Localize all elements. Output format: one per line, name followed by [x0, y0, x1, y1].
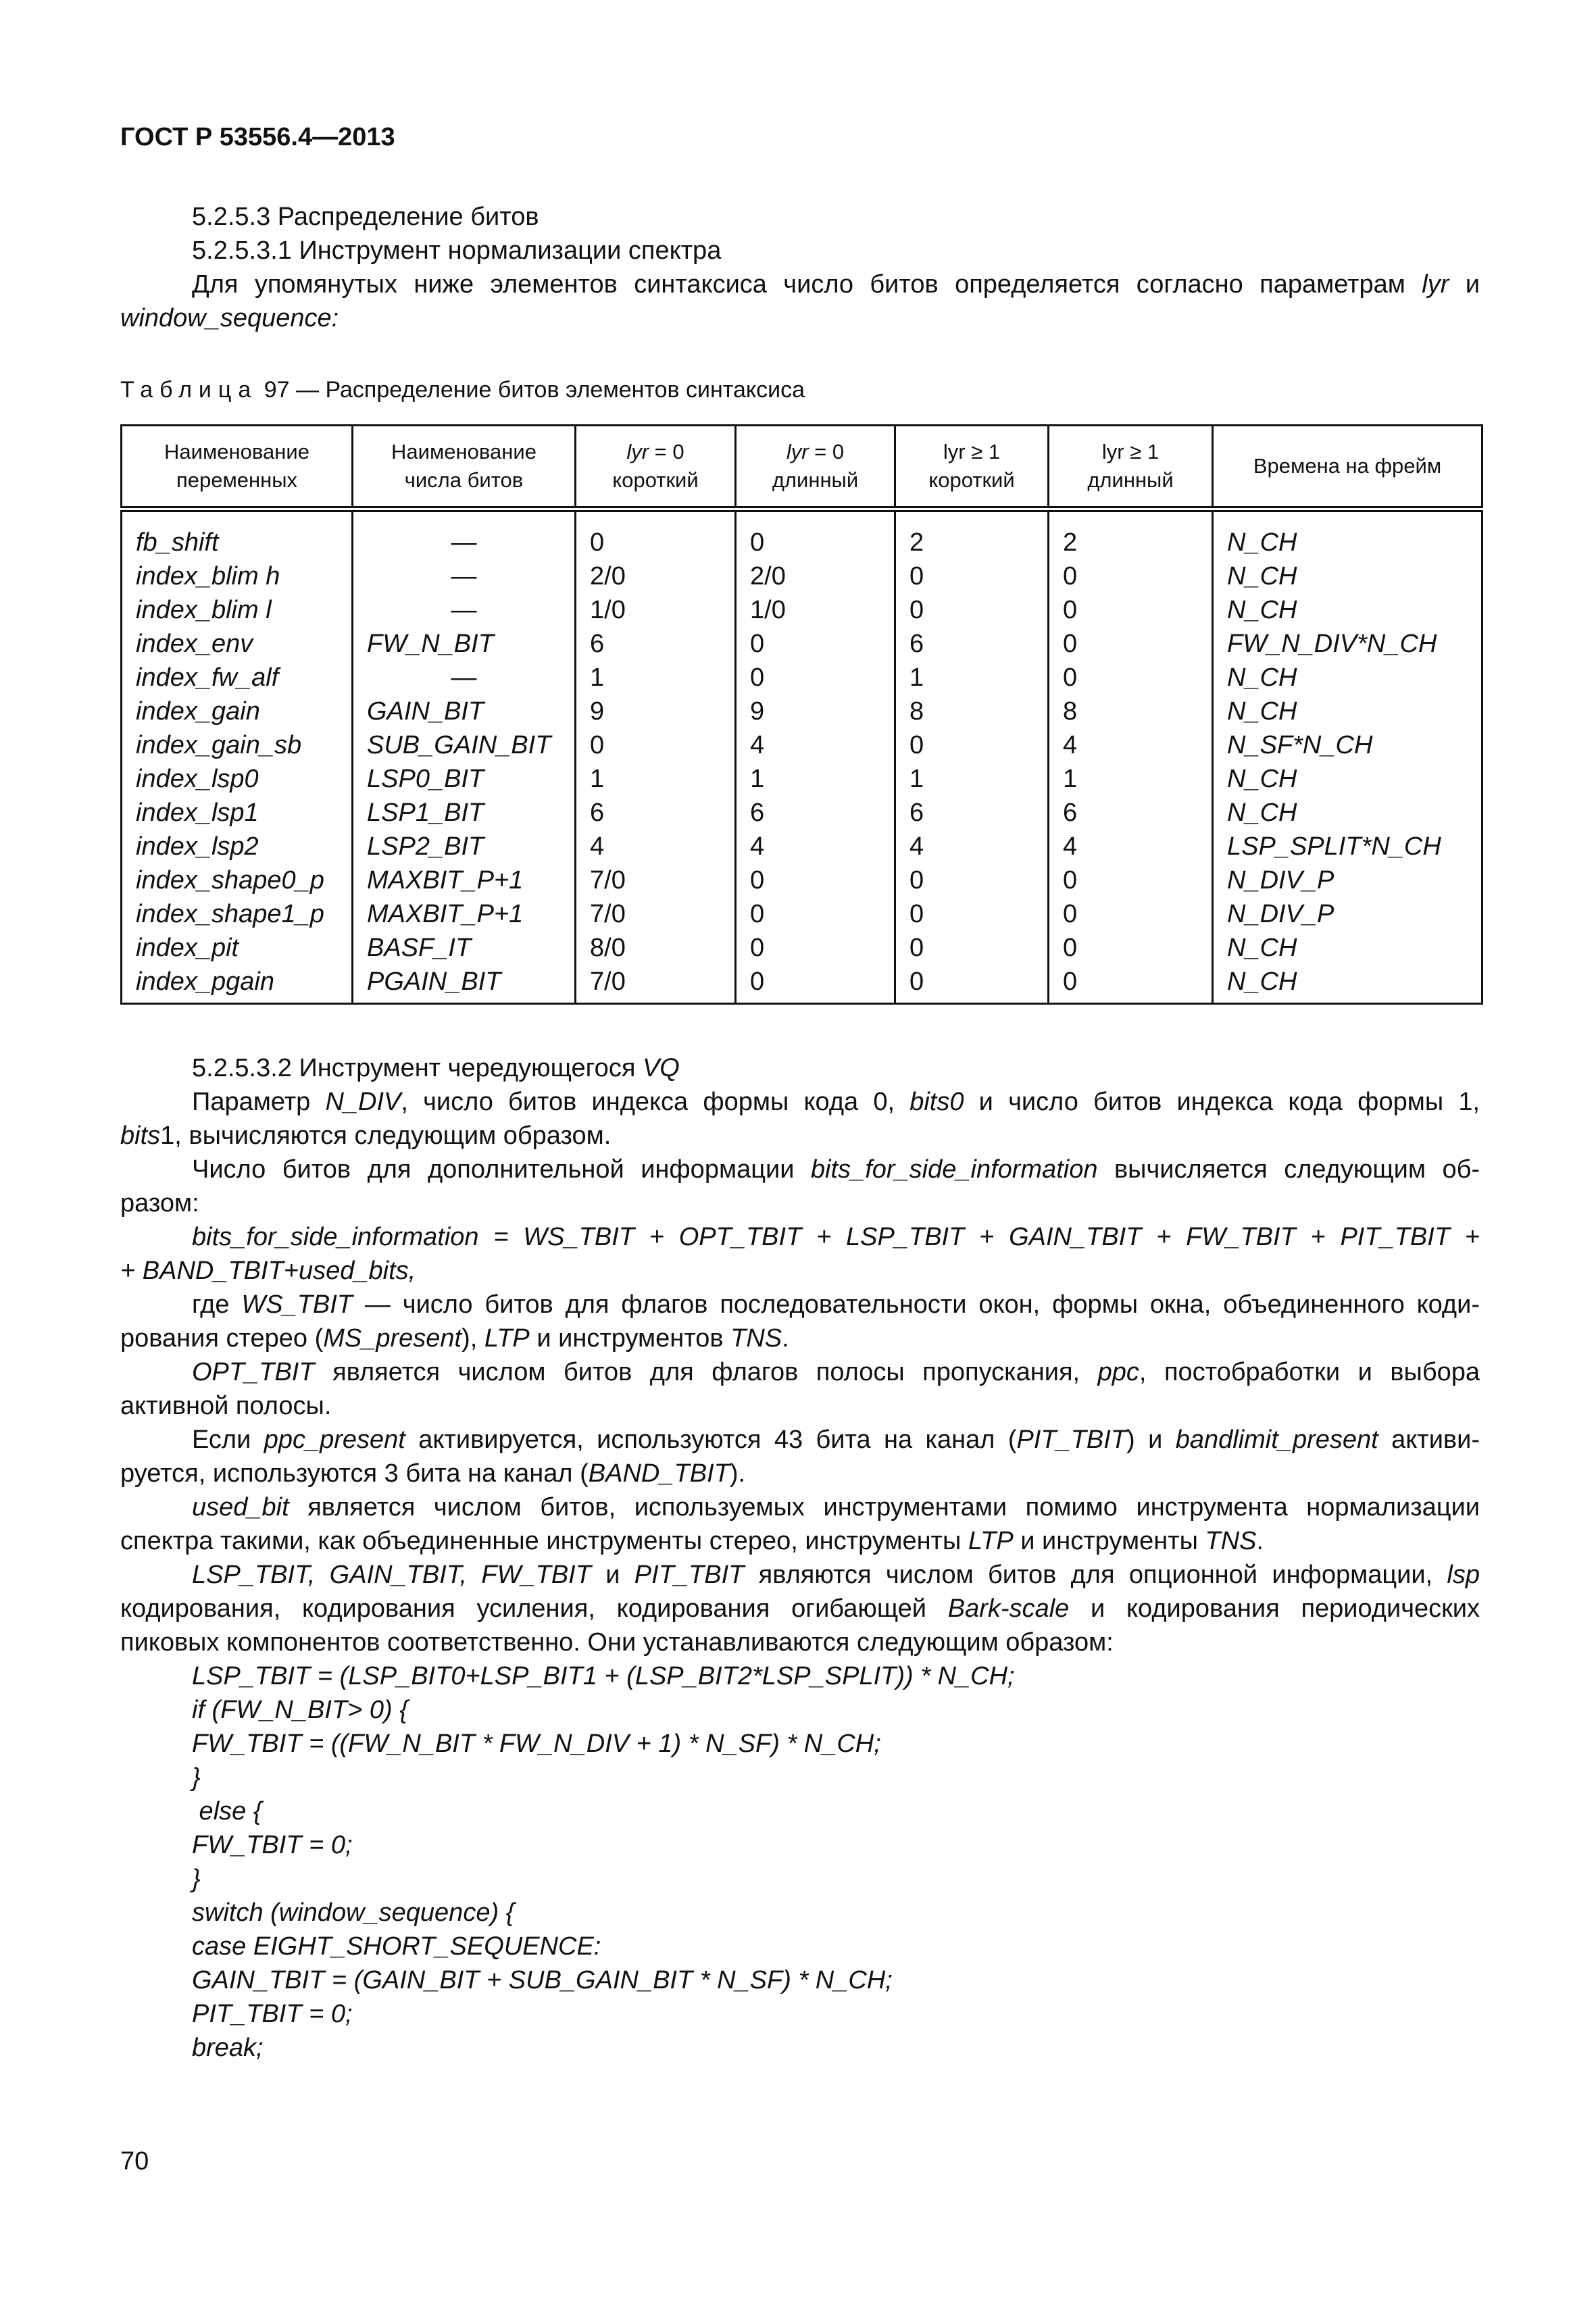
table-cell-d: 0	[1049, 863, 1213, 897]
table-cell-bits: LSP1_BIT	[353, 796, 576, 830]
paragraph-ws-tbit-line-2: рования стерео (MS_present), LTP и инструментов TNS.	[120, 1324, 789, 1353]
code-line: switch (window_sequence) {	[192, 1898, 515, 1927]
table-cell-c: 0	[895, 863, 1049, 897]
paragraph-tbit-list-line-1: LSP_TBIT, GAIN_TBIT, FW_TBIT и PIT_TBIT являются числом битов для опционной информации, lsp	[192, 1561, 1480, 1589]
table-cell-c: 0	[895, 559, 1049, 593]
table-cell-a: 7/0	[576, 863, 736, 897]
table-cell-d: 0	[1049, 661, 1213, 695]
col-header-variable-name: Наименование переменных	[122, 426, 353, 509]
paragraph-used-bit-line-2: спектра такими, как объединенные инструменты стерео, инструменты LTP и инструменты TNS.	[120, 1527, 1264, 1555]
table-cell-name: index_blim l	[122, 593, 353, 627]
table-cell-a: 9	[576, 695, 736, 728]
table-cell-c: 0	[895, 965, 1049, 1004]
table-row	[122, 593, 1482, 627]
table-row	[122, 796, 1482, 830]
table-cell-b: 0	[736, 509, 895, 560]
section-title-bit-distribution: 5.2.5.3 Распределение битов	[192, 203, 539, 231]
table-cell-a: 1/0	[576, 593, 736, 627]
paragraph-ndiv-line-2: bits1, вычисляются следующим образом.	[120, 1122, 612, 1150]
table-cell-name: index_shape0_p	[122, 863, 353, 897]
table-cell-d: 4	[1049, 728, 1213, 762]
table-cell-b: 0	[736, 931, 895, 965]
table-row	[122, 728, 1482, 762]
code-line: }	[192, 1865, 201, 1893]
col-header-lyr0-short: lyr = 0 короткий	[576, 426, 736, 509]
code-line: case EIGHT_SHORT_SEQUENCE:	[192, 1932, 601, 1961]
table-cell-b: 9	[736, 695, 895, 728]
paragraph-ppc-line-2: руется, используются 3 бита на канал (BAND_TBIT).	[120, 1459, 746, 1488]
table-row	[122, 559, 1482, 593]
table-cell-bits: LSP0_BIT	[353, 762, 576, 796]
table-cell-bits: PGAIN_BIT	[353, 965, 576, 1004]
table-row	[122, 830, 1482, 863]
table-cell-name: index_blim h	[122, 559, 353, 593]
table-cell-a: 6	[576, 627, 736, 661]
table-cell-b: 0	[736, 965, 895, 1004]
paragraph-opt-tbit-line-2: активной полосы.	[120, 1392, 332, 1420]
table-cell-d: 4	[1049, 830, 1213, 863]
code-line: if (FW_N_BIT> 0) {	[192, 1696, 408, 1724]
table-cell-a: 7/0	[576, 897, 736, 931]
formula-line-1: bits_for_side_information = WS_TBIT + OPT_TBIT + LSP_TBIT + GAIN_TBIT + FW_TBIT + PIT_TBIT +	[192, 1223, 1480, 1251]
table-cell-b: 4	[736, 830, 895, 863]
table-cell-name: index_env	[122, 627, 353, 661]
table-cell-time: FW_N_DIV*N_CH	[1213, 627, 1482, 661]
table-cell-bits: SUB_GAIN_BIT	[353, 728, 576, 762]
table-cell-a: 8/0	[576, 931, 736, 965]
table-cell-d: 0	[1049, 931, 1213, 965]
col-header-bit-count-name: Наименование числа битов	[353, 426, 576, 509]
table-cell-time: N_CH	[1213, 509, 1482, 560]
table-row	[122, 762, 1482, 796]
code-line: FW_TBIT = 0;	[192, 1831, 353, 1859]
intro-line-1: Для упомянутых ниже элементов синтаксиса число битов определяется согласно параметрам lyr и	[192, 270, 1480, 299]
paragraph-ws-tbit-line-1: где WS_TBIT — число битов для флагов последовательности окон, формы окна, объединенного коди-	[192, 1290, 1480, 1319]
table-cell-name: index_lsp1	[122, 796, 353, 830]
table-cell-bits: BASF_IT	[353, 931, 576, 965]
document-header: ГОСТ Р 53556.4—2013	[120, 123, 395, 151]
table-cell-c: 6	[895, 627, 1049, 661]
table-row	[122, 863, 1482, 897]
table-cell-b: 0	[736, 661, 895, 695]
table-cell-c: 6	[895, 796, 1049, 830]
paragraph-tbit-list-line-3: пиковых компонентов соответственно. Они устанавливаются следующим образом:	[120, 1628, 1114, 1657]
table-cell-c: 0	[895, 593, 1049, 627]
table-cell-c: 2	[895, 509, 1049, 560]
paragraph-ppc-line-1: Если ppc_present активируется, используются 43 бита на канал (PIT_TBIT) и bandlimit_present активи-	[192, 1426, 1480, 1454]
table-row	[122, 661, 1482, 695]
col-header-lyr0-long: lyr = 0 длинный	[736, 426, 895, 509]
table-row	[122, 897, 1482, 931]
table-cell-b: 6	[736, 796, 895, 830]
page-number: 70	[120, 2147, 149, 2175]
code-line: PIT_TBIT = 0;	[192, 2000, 353, 2028]
table-cell-time: N_CH	[1213, 796, 1482, 830]
table-cell-name: index_gain	[122, 695, 353, 728]
table-cell-time: N_DIV_P	[1213, 863, 1482, 897]
table-caption: Таблица 97 — Распределение битов элементов синтаксиса	[120, 377, 805, 403]
table-cell-d: 1	[1049, 762, 1213, 796]
code-line: FW_TBIT = ((FW_N_BIT * FW_N_DIV + 1) * N_SF) * N_CH;	[192, 1730, 881, 1758]
table-cell-bits: —	[353, 593, 576, 627]
paragraph-used-bit-line-1: used_bit является числом битов, используемых инструментами помимо инструмента нормализации	[192, 1493, 1480, 1521]
table-row	[122, 965, 1482, 1004]
table-cell-name: index_pgain	[122, 965, 353, 1004]
table-cell-d: 2	[1049, 509, 1213, 560]
table-cell-bits: MAXBIT_P+1	[353, 897, 576, 931]
table-cell-time: N_CH	[1213, 931, 1482, 965]
table-cell-a: 2/0	[576, 559, 736, 593]
table-cell-b: 4	[736, 728, 895, 762]
table-cell-name: index_lsp0	[122, 762, 353, 796]
col-header-lyr1-long: lyr ≥ 1 длинный	[1049, 426, 1213, 509]
paragraph-side-info-line-1: Число битов для дополнительной информации bits_for_side_information вычисляется следующим об-	[192, 1155, 1480, 1184]
table-cell-time: N_CH	[1213, 593, 1482, 627]
table-cell-a: 7/0	[576, 965, 736, 1004]
table-cell-bits: LSP2_BIT	[353, 830, 576, 863]
formula-line-2: + BAND_TBIT+used_bits,	[120, 1257, 416, 1285]
intro-line-2: window_sequence:	[120, 304, 339, 332]
paragraph-side-info-line-2: разом:	[120, 1189, 199, 1217]
table-cell-d: 8	[1049, 695, 1213, 728]
bit-distribution-table	[120, 424, 1483, 1005]
paragraph-opt-tbit-line-1: OPT_TBIT является числом битов для флагов полосы пропускания, ppc, постобработки и выбора	[192, 1358, 1480, 1386]
table-cell-d: 0	[1049, 965, 1213, 1004]
table-cell-bits: GAIN_BIT	[353, 695, 576, 728]
table-cell-b: 1	[736, 762, 895, 796]
table-cell-c: 1	[895, 661, 1049, 695]
table-cell-d: 6	[1049, 796, 1213, 830]
col-header-times-per-frame: Времена на фрейм	[1213, 426, 1482, 509]
table-cell-time: N_CH	[1213, 559, 1482, 593]
table-cell-d: 0	[1049, 593, 1213, 627]
table-cell-name: index_shape1_p	[122, 897, 353, 931]
table-cell-a: 4	[576, 830, 736, 863]
code-block	[120, 1659, 1480, 2065]
table-cell-name: index_lsp2	[122, 830, 353, 863]
table-cell-time: N_CH	[1213, 661, 1482, 695]
table-cell-time: N_SF*N_CH	[1213, 728, 1482, 762]
table-cell-bits: —	[353, 661, 576, 695]
table-row	[122, 509, 1482, 560]
table-cell-b: 0	[736, 897, 895, 931]
section-title-interleaved-vq: 5.2.5.3.2 Инструмент чередующегося VQ	[192, 1054, 680, 1082]
table-cell-d: 0	[1049, 897, 1213, 931]
table-cell-a: 0	[576, 509, 736, 560]
table-cell-a: 1	[576, 661, 736, 695]
table-cell-c: 0	[895, 728, 1049, 762]
table-cell-time: N_CH	[1213, 762, 1482, 796]
table-cell-b: 2/0	[736, 559, 895, 593]
table-cell-c: 4	[895, 830, 1049, 863]
code-line: else {	[192, 1797, 262, 1826]
section-title-spectrum-normalization: 5.2.5.3.1 Инструмент нормализации спектра	[192, 236, 722, 265]
table-cell-d: 0	[1049, 559, 1213, 593]
table-cell-bits: —	[353, 509, 576, 560]
paragraph-ndiv-line-1: Параметр N_DIV, число битов индекса формы кода 0, bits0 и число битов индекса кода формы 1,	[192, 1088, 1480, 1116]
table-cell-time: LSP_SPLIT*N_CH	[1213, 830, 1482, 863]
table-cell-c: 8	[895, 695, 1049, 728]
code-line: break;	[192, 2034, 264, 2062]
code-line: LSP_TBIT = (LSP_BIT0+LSP_BIT1 + (LSP_BIT2*LSP_SPLIT)) * N_CH;	[192, 1662, 1015, 1690]
col-header-lyr1-short: lyr ≥ 1 короткий	[895, 426, 1049, 509]
table-cell-a: 0	[576, 728, 736, 762]
paragraph-tbit-list-line-2: кодирования, кодирования усиления, кодирования огибающей Bark-scale и кодирования периодических	[120, 1594, 1480, 1623]
table-row	[122, 627, 1482, 661]
code-line: }	[192, 1763, 201, 1792]
table-cell-name: index_gain_sb	[122, 728, 353, 762]
table-cell-time: N_CH	[1213, 965, 1482, 1004]
table-cell-c: 0	[895, 931, 1049, 965]
table-cell-name: index_fw_alf	[122, 661, 353, 695]
table-cell-a: 6	[576, 796, 736, 830]
table-cell-d: 0	[1049, 627, 1213, 661]
table-cell-name: fb_shift	[122, 509, 353, 560]
table-cell-time: N_DIV_P	[1213, 897, 1482, 931]
table-cell-name: index_pit	[122, 931, 353, 965]
table-cell-time: N_CH	[1213, 695, 1482, 728]
table-cell-bits: FW_N_BIT	[353, 627, 576, 661]
table-cell-bits: —	[353, 559, 576, 593]
table-cell-b: 0	[736, 863, 895, 897]
table-row	[122, 695, 1482, 728]
table-cell-b: 1/0	[736, 593, 895, 627]
table-cell-c: 0	[895, 897, 1049, 931]
table-cell-c: 1	[895, 762, 1049, 796]
table-cell-b: 0	[736, 627, 895, 661]
table-header-row	[122, 426, 1482, 509]
table-cell-a: 1	[576, 762, 736, 796]
table-cell-bits: MAXBIT_P+1	[353, 863, 576, 897]
intro-block	[120, 200, 1480, 335]
table-row	[122, 931, 1482, 965]
code-line: GAIN_TBIT = (GAIN_BIT + SUB_GAIN_BIT * N_SF) * N_CH;	[192, 1966, 893, 1994]
interleaved-vq-block	[120, 1051, 1480, 2065]
